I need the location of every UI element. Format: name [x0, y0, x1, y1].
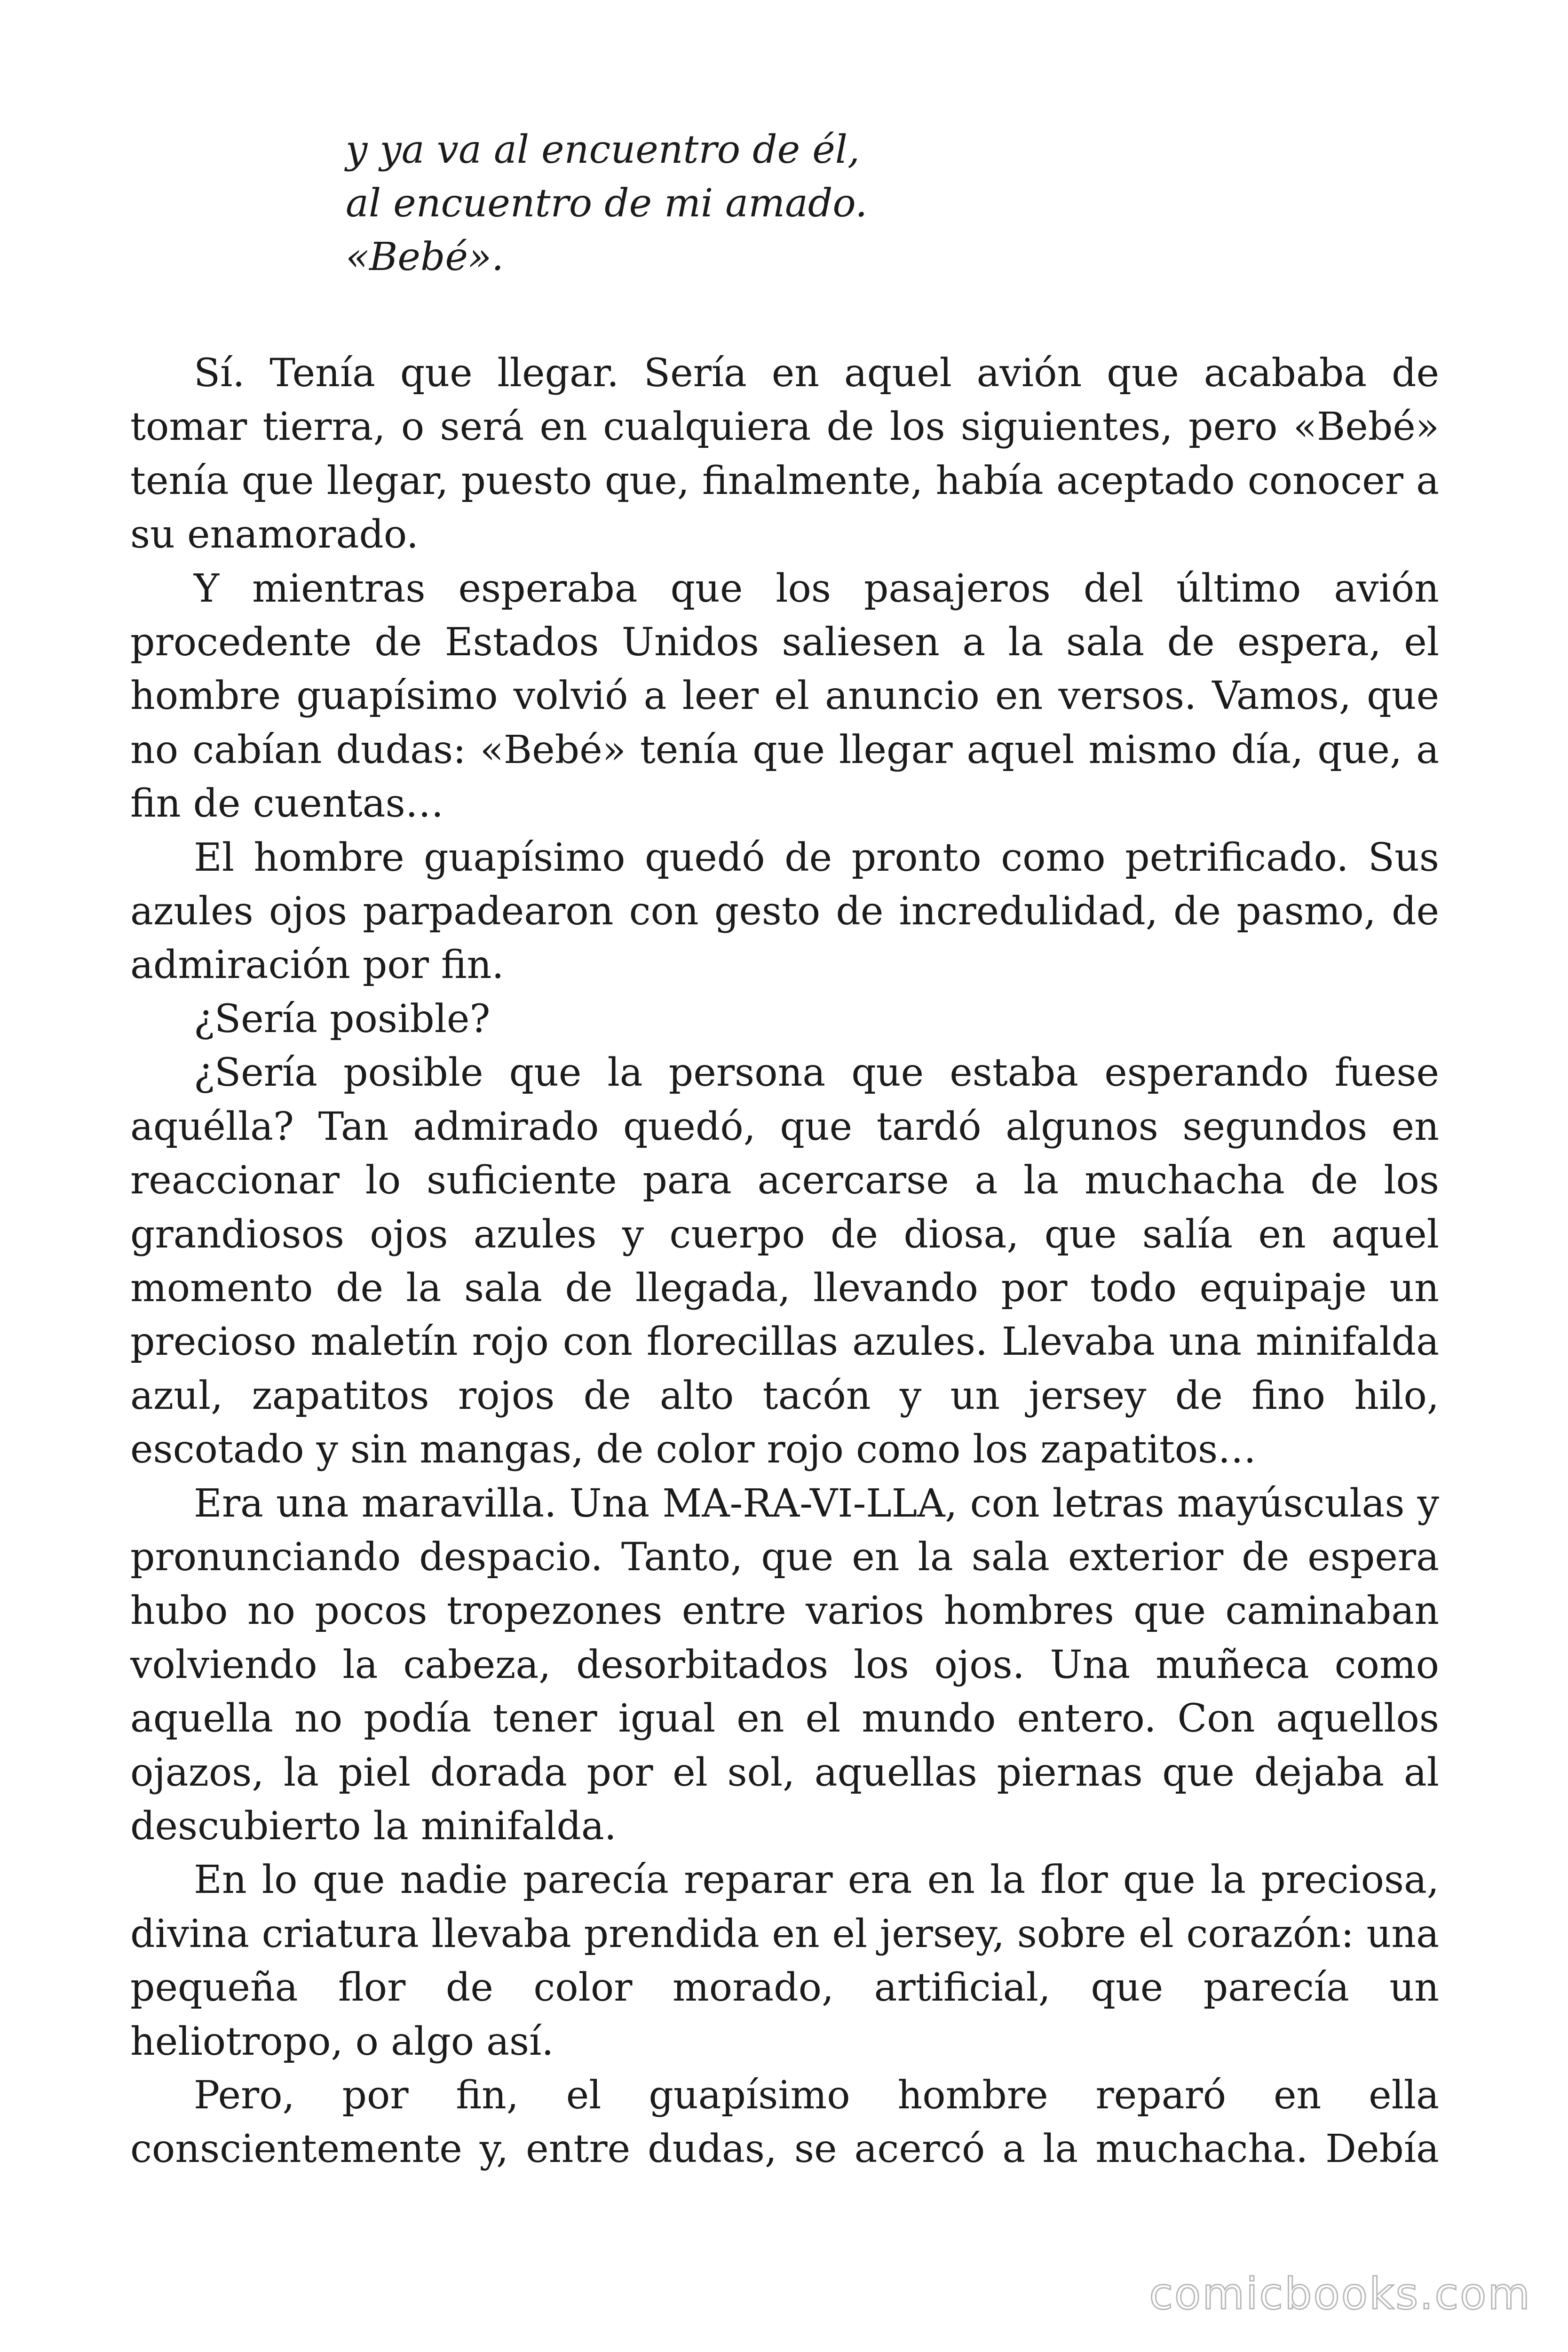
verse-line: «Bebé».	[346, 235, 504, 279]
verse-line: y ya va al encuentro de él,	[346, 127, 860, 172]
verse-block	[346, 123, 1286, 284]
verse-line: al encuentro de mi amado.	[346, 181, 868, 226]
paragraph: Pero, por fin, el guapísimo hombre reparó en ella conscientemente y, entre dudas, se acercó a la muchacha. Debía	[130, 2073, 1439, 2172]
paragraph: Sí. Tenía que llegar. Sería en aquel avión que acababa de tomar tierra, o será en cualquiera de los siguientes, pero «Bebé» tenía que llegar, puesto que, finalmente, había aceptado conocer a su enamorado.	[130, 351, 1439, 557]
paragraph: El hombre guapísimo quedó de pronto como petrificado. Sus azules ojos parpadearon con gesto de incredulidad, de pasmo, de admiración por fin.	[130, 835, 1439, 988]
paragraph: ¿Sería posible que la persona que estaba esperando fuese aquélla? Tan admirado quedó, que tardó algunos segundos en reaccionar lo suficiente para acercarse a la muchacha de los grandiosos ojos azules y cuerpo de diosa, que salía en aquel momento de la sala de llegada, llevando por todo equipaje un precioso maletín rojo con florecillas azules. Llevaba una minifalda azul, zapatitos rojos de alto tacón y un jersey de fino hilo, escotado y sin mangas, de color rojo como los zapatitos…	[130, 1050, 1439, 1472]
body-text	[130, 347, 1439, 2177]
watermark: comicbooks.com	[1149, 2269, 1531, 2319]
paragraph: Y mientras esperaba que los pasajeros del último avión procedente de Estados Unidos saliesen a la sala de espera, el hombre guapísimo volvió a leer el anuncio en versos. Vamos, que no cabían dudas: «Bebé» tenía que llegar aquel mismo día, que, a fin de cuentas…	[130, 566, 1439, 826]
paragraph: En lo que nadie parecía reparar era en la flor que la preciosa, divina criatura llevaba prendida en el jersey, sobre el corazón: una pequeña flor de color morado, artificial, que parecía un heliotropo, o algo así.	[130, 1858, 1439, 2064]
paragraph: Era una maravilla. Una MA-RA-VI-LLA, con letras mayúsculas y pronunciando despacio. Tanto, que en la sala exterior de espera hubo no pocos tropezones entre varios hombres que caminaban volviendo la cabeza, desorbitados los ojos. Una muñeca como aquella no podía tener igual en el mundo entero. Con aquellos ojazos, la piel dorada por el sol, aquellas piernas que dejaba al descubierto la minifalda.	[130, 1481, 1439, 1849]
paragraph: ¿Sería posible?	[194, 996, 491, 1041]
